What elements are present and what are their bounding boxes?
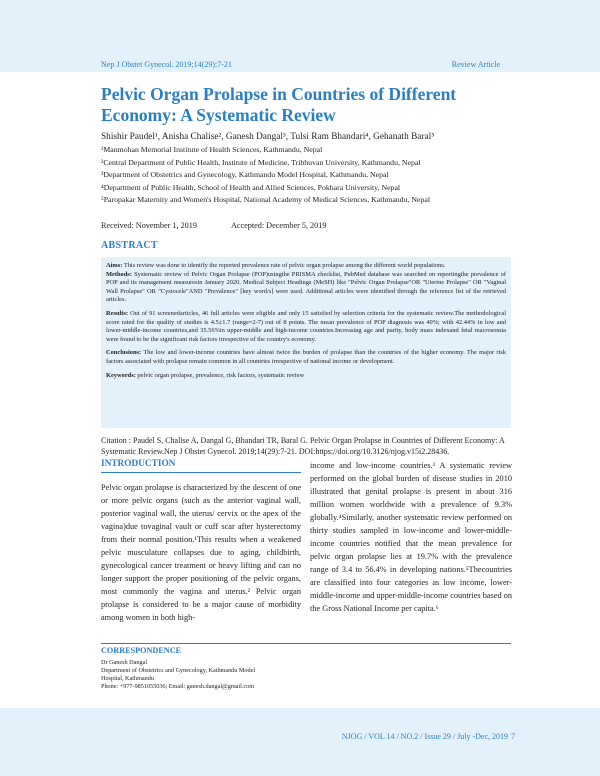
article-type-label: Review Article xyxy=(451,60,500,69)
accepted-date: Accepted: December 5, 2019 xyxy=(230,221,327,230)
affiliation-item: ⁴Department of Public Health, School of Health and Allied Sciences, Pokhara University, Nepal xyxy=(101,182,401,192)
abstract-box xyxy=(101,257,511,428)
affiliation-item: ²Central Department of Public Health, Institute of Medicine, Tribhuvan University, Kathmandu, Nepal xyxy=(101,157,421,167)
affiliation-item: ¹Manmohan Memorial Institute of Health Sciences, Kathmandu, Nepal xyxy=(101,145,323,154)
page-number: 7 xyxy=(511,732,515,741)
citation: Citation : Paudel S, Chalise A, Dangal G, Bhandari TR, Baral G. Pelvic Organ Prolapse in Countries of Different Economy: A Systematic Review.Nep J Obstet Gynecol. 2019;14(29):7-21. DOI:https://doi.org/10.3126/njog.v15i2.28436. xyxy=(101,436,505,456)
correspondence-line: Department of Obstetrics and Gynecology, Kathmandu Model xyxy=(101,667,256,674)
keywords-text: pelvic organ prolapse, prevalence, risk factors, systematic review xyxy=(135,371,305,379)
footer-band xyxy=(0,708,600,776)
affiliation-item: ⁵Paropakar Maternity and Women's Hospital, National Academy of Medical Sciences, Kathmandu, Nepal xyxy=(101,195,430,204)
aims-label: Aims: xyxy=(106,262,123,269)
header-band xyxy=(0,0,600,72)
author-list: Shishir Paudel¹, Anisha Chalise², Ganesh Dangal³, Tulsi Ram Bhandari⁴, Gehanath Baral⁵ xyxy=(101,132,435,142)
keywords-label: Keywords: xyxy=(106,371,136,379)
methods-text: Systematic review of Pelvic Organ Prolapse (POP)usingthe PRISMA checklist, PubMed database was searched on reportingthe prevalence of POP and its management measuresin January 2020. Medical Subject Headings (MeSH) like "Pelvic Organ Prolapse"OR "Uterine Prolapse" OR "Vaginal Wall Prolapse" OR "Cystocele"AND "Prevalence" [key word/s] were used. Additional articles were identified through the reference list of the retrieved articles. xyxy=(106,270,506,304)
methods-label: Methods: xyxy=(106,270,132,278)
results-label: Results: xyxy=(106,309,129,317)
conclusions-label: Conclusions: xyxy=(106,349,142,357)
received-date: Received: November 1, 2019 xyxy=(101,221,197,230)
correspondence-line: Dr Ganesh Dangal xyxy=(101,659,148,666)
intro-paragraph-left: Pelvic organ prolapse is characterized by the descent of one or more pelvic organs (such as the anterior vaginal wall, posterior vaginal wall, the uterus/ cervix or the apex of the vagina)due tovaginal vault or cuff scar after hysterectomy from their normal position.¹This results when a weakened pelvic musculature collapses due to aging, childbirth, gynecological cancer treatment or heavy lifting and can no longer support the proper positioning of the pelvic organs, most commonly the vagina and uterus.² Pelvic organ prolapse is considered to be a major cause of morbidity among women in both high- xyxy=(101,483,301,622)
article-title: Pelvic Organ Prolapse in Countries of Different Economy: A Systematic Review xyxy=(101,84,457,125)
conclusions-text: The low and lower-income countries have almost twice the burden of prolapse than the countries of the higher economy. The major risk factors associated with prolapse remain common in all countries irrespective of national income or development. xyxy=(106,349,506,365)
abstract-methods xyxy=(106,271,506,305)
aims-text: This review was done to identify the reported prevalence rate of pelvic organ prolapse among the different world populations. xyxy=(122,262,446,269)
results-text: Out of 91 screenedarticles, 46 full articles were eligible and only 15 satisfied by selection criteria for the systematic review.The methodological score rated for the quality of studies is 4.5±1.7 (range=2-7) out of 8 points. The mean prevalence of POP diagnosis was 40%; with 42.44% in low and lower-middle-income countries,and 35.56%in upper-middle and high-income countries.Increasing age and parity, body mass indexand fetal macrosomia were found to be the significant risk factors irrespective of the country's economy. xyxy=(106,309,506,343)
correspondence-heading: CORRESPONDENCE xyxy=(101,646,182,655)
abstract-keywords xyxy=(106,372,506,381)
abstract-conclusions xyxy=(106,349,506,366)
correspondence-divider xyxy=(101,643,511,644)
affiliation-item: ³Department of Obstetrics and Gynecology, Kathmandu Model Hospital, Kathmandu, Nepal xyxy=(101,170,389,179)
article-dates xyxy=(101,221,326,230)
correspondence-line: Phone: +977-9851055036; Email: ganesh.dangal@gmail.com xyxy=(101,683,255,690)
intro-paragraph-right: income and low-income countries.³ A systematic review performed on the global burden of disease studies in 2010 illustrated that genital prolapse is present in about 316 million women worldwide with a prevalence of 9.3% globally.⁴Similarly, another systematic review performed on thirty studies sampled in low-income and lower-middle-income countries notified that the mean prevalence for pelvic organ prolapse lies at 19.7% with the prevalence range of 3.4 to 56.4% in developing nations.⁵Thecountries are classified into four categories as low income, lower-middle-income and upper-middle-income countries based on the Gross National Income per capita.⁶ xyxy=(310,461,512,613)
affiliation-list xyxy=(101,144,521,207)
introduction-heading: INTRODUCTION xyxy=(101,459,301,473)
abstract-aims xyxy=(106,262,506,271)
intro-left-column xyxy=(101,459,301,624)
correspondence-details xyxy=(101,659,321,691)
correspondence-line: Hospital, Kathmandu xyxy=(101,675,154,682)
footer-journal-ref: NJOG / VOL 14 / NO.2 / Issue 29 / July -Dec, 2019 xyxy=(341,732,508,741)
header-journal-ref: Nep J Obstet Gynecol. 2019;14(29):7-21 xyxy=(101,60,232,69)
abstract-results xyxy=(106,310,506,344)
abstract-heading: ABSTRACT xyxy=(101,240,158,251)
